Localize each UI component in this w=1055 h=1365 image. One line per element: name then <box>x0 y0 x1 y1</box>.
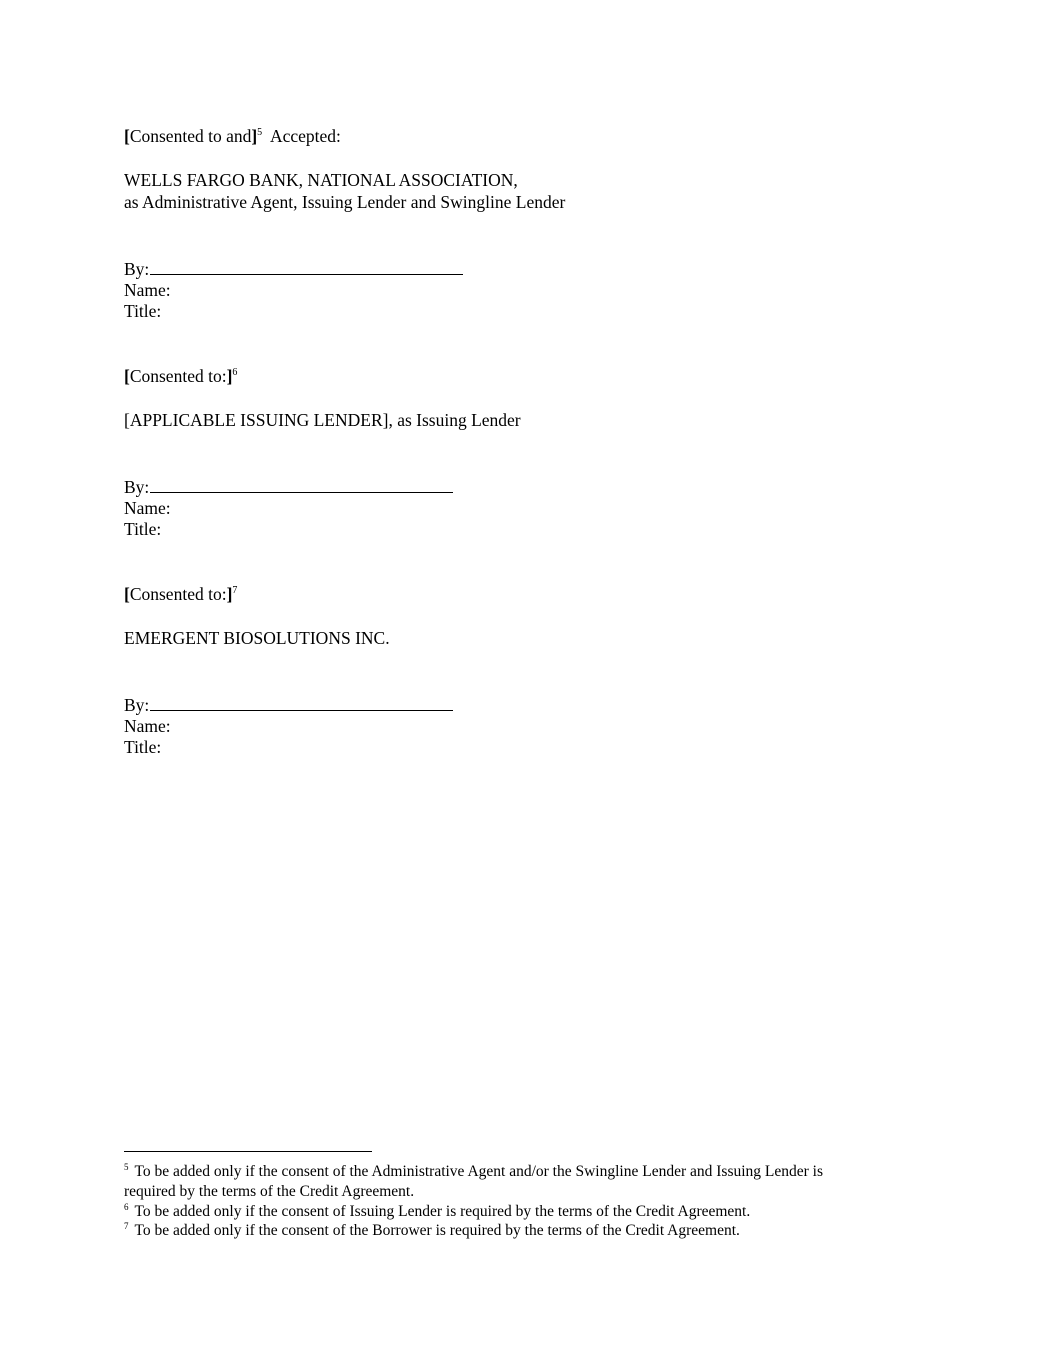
consent-heading-1: [Consented to and]$^5$ Accepted: <box>124 126 341 146</box>
title-label-2: Title: <box>124 519 162 539</box>
name-label-2: Name: <box>124 498 171 518</box>
title-label-3: Title: <box>124 737 162 757</box>
footnote-ref-6: 6 <box>232 367 238 378</box>
signature-line-3 <box>150 693 453 711</box>
name-label-3: Name: <box>124 716 171 736</box>
entity-name-1: WELLS FARGO BANK, NATIONAL ASSOCIATION, <box>124 170 518 190</box>
entity-name-3: EMERGENT BIOSOLUTIONS INC. <box>124 628 390 648</box>
footnote-ref-7: 7 <box>232 585 238 596</box>
accepted-label: Accepted: <box>269 126 341 146</box>
footnote-6: $^6$ To be added only if the consent of Issuing Lender is required by the terms of the Credit Agreement. <box>124 1202 751 1220</box>
signature-by-3: By: <box>124 693 453 716</box>
footnote-separator <box>124 1151 372 1152</box>
footnote-5: $^5$ To be added only if the consent of the Administrative Agent and/or the Swingline Lender and Issuing Lender is required by the terms of the Credit Agreement. <box>124 1162 824 1200</box>
signature-by-2: By: <box>124 475 453 498</box>
footnote-7: $^7$ To be added only if the consent of the Borrower is required by the terms of the Credit Agreement. <box>124 1221 740 1239</box>
title-label-1: Title: <box>124 301 162 321</box>
entity-capacity-1: as Administrative Agent, Issuing Lender and Swingline Lender <box>124 192 566 212</box>
name-label-1: Name: <box>124 280 171 300</box>
signature-line-1 <box>150 257 463 275</box>
entity-name-2: [APPLICABLE ISSUING LENDER], as Issuing Lender <box>124 410 521 430</box>
consent-heading-2: [Consented to:]$^6$ <box>124 366 238 386</box>
signature-by-1: By: <box>124 257 463 280</box>
consent-heading-3: [Consented to:]$^7$ <box>124 584 238 604</box>
signature-line-2 <box>150 475 453 493</box>
footnote-ref-5: 5 <box>257 127 263 138</box>
